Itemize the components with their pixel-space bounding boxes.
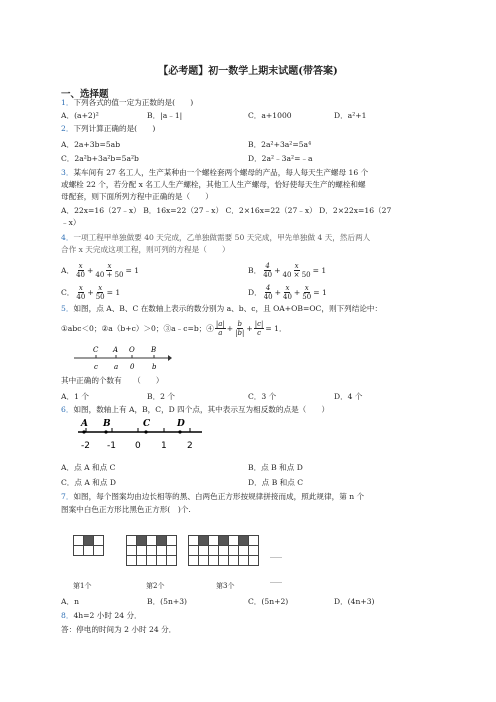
question-8: [61, 611, 142, 621]
question-text: 某车间有 27 名工人，生产某种由一个螺栓套两个螺母的产品，每人每天生产螺母 16 个: [73, 168, 369, 177]
question-text: 4h=2 小时 24 分．: [73, 611, 142, 620]
option-b: B． $\frac{4}{40}$ + $\frac{x}{40 \times 50}$ = 1: [248, 262, 327, 279]
equals-one: = 1．: [265, 324, 287, 333]
option-c: C．点 A 和点 D: [61, 478, 116, 487]
question-text: 如图，数轴上有 A，B，C，D 四个点，其中表示互为相反数的点是（ ）: [73, 405, 330, 414]
page-title: 【必考题】初一数学上期末试题(带答案): [158, 66, 338, 77]
question-number: 5．: [61, 304, 74, 313]
tick-label: 1: [161, 441, 167, 451]
denominator: 50: [302, 293, 312, 301]
pattern-2: [126, 535, 177, 566]
denominator: 40: [263, 293, 273, 301]
point-label: C: [143, 419, 151, 429]
equals-one: = 1: [312, 266, 327, 275]
numerator: x: [78, 284, 83, 292]
point-label: C: [93, 346, 99, 354]
question-text: 母配套，则下面所列方程中正确的是（ ）: [61, 192, 213, 201]
value-label: a: [114, 363, 119, 371]
denominator: a: [218, 329, 223, 337]
value-label: 0: [130, 363, 135, 371]
equals-one: = 1: [313, 288, 327, 297]
question-text: 一项工程甲单独做要 40 天完成，乙单独做需要 50 天完成，甲先单独做 4 天，然后两人: [73, 233, 371, 242]
equals-one: = 1: [125, 266, 140, 275]
question-number: 7．: [61, 492, 74, 501]
denominator: 40: [76, 271, 85, 279]
option-label: D．: [248, 288, 262, 297]
numerator: x: [78, 262, 83, 270]
numerator: |a|: [215, 320, 225, 328]
statements: ①abc＜0；②a（b+c）＞0；③a﹣c=b；④: [61, 324, 214, 333]
point-dot: [178, 430, 181, 433]
question-text: 合作 x 天完成这项工程，则可列的方程是（ ）: [61, 245, 230, 254]
question-number: 2．: [61, 124, 74, 133]
answer-text: 答：停电的时间为 2 小时 24 分．: [61, 625, 177, 634]
option-d: D．4 个: [334, 392, 363, 401]
numerator: b: [237, 320, 242, 328]
denominator: 40 × 50: [282, 271, 311, 279]
point-dot: [104, 430, 107, 433]
question-text: 下列各式的值一定为正数的是( ): [73, 98, 194, 107]
denominator: 40: [263, 271, 273, 279]
arrow-icon: [168, 355, 172, 361]
tick-label: 0: [135, 441, 141, 451]
option-label: B．: [248, 266, 262, 275]
question-number: 1．: [61, 98, 74, 107]
numerator: 4: [265, 262, 270, 270]
denominator: 40 + 50: [95, 271, 124, 279]
question-text: 如图，点 A、B、C 在数轴上表示的数分别为 a、b、c，且 OA+OB=OC，则下列结论中：: [73, 304, 383, 313]
option-d: D．a²+1: [334, 111, 367, 120]
option-d: D．点 B 和点 C: [248, 478, 304, 487]
option-b: B．|a﹣1|: [147, 111, 183, 120]
option-b: B．2a²+3a²=5a⁴: [248, 140, 312, 149]
question-number: 8．: [61, 611, 74, 620]
numerator: 4: [265, 284, 271, 292]
option-c: C． $\frac{x}{40}$ + $\frac{x}{50}$ = 1: [61, 284, 121, 301]
tick-label: 2: [187, 441, 193, 451]
question-5: [61, 304, 382, 314]
question-text: 下列计算正确的是( ): [73, 124, 156, 133]
question-text: 如图，每个图案均由边长相等的黑、白两色正方形按规律拼接而成，照此规律，第 n 个: [73, 492, 365, 501]
option-label: A．: [61, 266, 75, 275]
option-c: C．(5n+2): [248, 597, 289, 606]
option-a: A． $\frac{x}{40}$ + $\frac{x}{40 + 50}$ = 1: [61, 262, 140, 279]
point-label: B: [151, 346, 157, 354]
option-label: C．: [61, 288, 75, 297]
question-number: 4．: [61, 233, 74, 242]
question-2: [61, 124, 155, 134]
tick-label: -1: [107, 441, 116, 451]
point-label: B: [103, 419, 111, 429]
equals-one: = 1: [106, 288, 121, 297]
option-d: D．2a²﹣3a²=﹣a: [248, 154, 313, 163]
point-label: A: [81, 419, 88, 429]
option-d: D． $\frac{4}{40}$ + $\frac{x}{40}$ + $\frac{x}{50}$ = 1: [248, 284, 327, 301]
pattern-caption: 第1个: [73, 582, 92, 590]
numerator: x: [107, 262, 112, 270]
denominator: 50: [95, 293, 105, 301]
denominator: |b|: [235, 329, 245, 337]
option-c: C．a+1000: [248, 111, 292, 120]
denominator: 40: [76, 293, 86, 301]
option-c: C．2a²b+3a²b=5a²b: [61, 154, 139, 163]
question-6: [61, 405, 329, 415]
question-1: [61, 98, 193, 108]
numerator: |c|: [254, 320, 264, 328]
question-text: 其中正确的个数有 （ ）: [61, 376, 164, 385]
point-label: D: [177, 419, 185, 429]
denominator: c: [257, 329, 261, 337]
point-label: A: [113, 346, 119, 354]
question-7: [61, 492, 364, 502]
continuation-dots: ……: [270, 553, 282, 560]
point-label: O: [129, 346, 135, 354]
option-a: A．2a+3b=5ab: [61, 140, 121, 149]
question-4: [61, 233, 370, 243]
option-a: A．1 个: [61, 392, 89, 401]
tick-label: -2: [81, 441, 90, 451]
question-text: 或螺栓 22 个，若分配 x 名工人生产螺栓，其他工人生产螺母，恰好使每天生产的螺栓和螺: [61, 180, 366, 189]
pattern-1: [73, 535, 104, 556]
point-dot: [82, 430, 85, 433]
options-line: ﹣x）: [61, 218, 81, 227]
pattern-caption: 第3个: [216, 582, 235, 590]
option-d: D．(4n+3): [334, 597, 375, 606]
section-heading: 一、选择题: [61, 89, 109, 100]
numerator: x: [98, 284, 103, 292]
question-number: 3．: [61, 168, 74, 177]
option-b: B．点 B 和点 D: [248, 463, 303, 472]
options-line: A．22x=16（27﹣x） B．16x=22（27﹣x） C．2×16x=22（27﹣x） D．2×22x=16（27: [61, 206, 392, 215]
continuation-dots: ……: [270, 578, 282, 585]
option-b: B．2 个: [147, 392, 176, 401]
option-a: A．点 A 和点 C: [61, 463, 116, 472]
option-c: C．3 个: [248, 392, 277, 401]
option-a: A．n: [61, 597, 79, 606]
point-dot: [144, 430, 147, 433]
option-a: A．(a+2)²: [61, 111, 99, 120]
question-number: 6．: [61, 405, 74, 414]
question-3: [61, 168, 368, 178]
numerator: x: [304, 284, 309, 292]
number-line-figure: [72, 344, 172, 374]
value-label: c: [94, 363, 98, 371]
pattern-3: [188, 535, 259, 566]
pattern-caption: 第2个: [146, 582, 165, 590]
numerator: x: [294, 262, 299, 270]
option-b: B．(5n+3): [147, 597, 188, 606]
denominator: 40: [282, 293, 292, 301]
question-text: ①abc＜0；②a（b+c）＞0；③a﹣c=b；④ $\frac{|a|}{a}$ + $\frac{b}{|b|}$ + $\frac{|c|}{c}$ = 1．: [61, 320, 287, 337]
value-label: b: [152, 363, 157, 371]
numerator: x: [285, 284, 290, 292]
question-text: 图案中白色正方形比黑色正方形( )个.: [61, 505, 191, 514]
number-line-figure: [76, 416, 206, 456]
